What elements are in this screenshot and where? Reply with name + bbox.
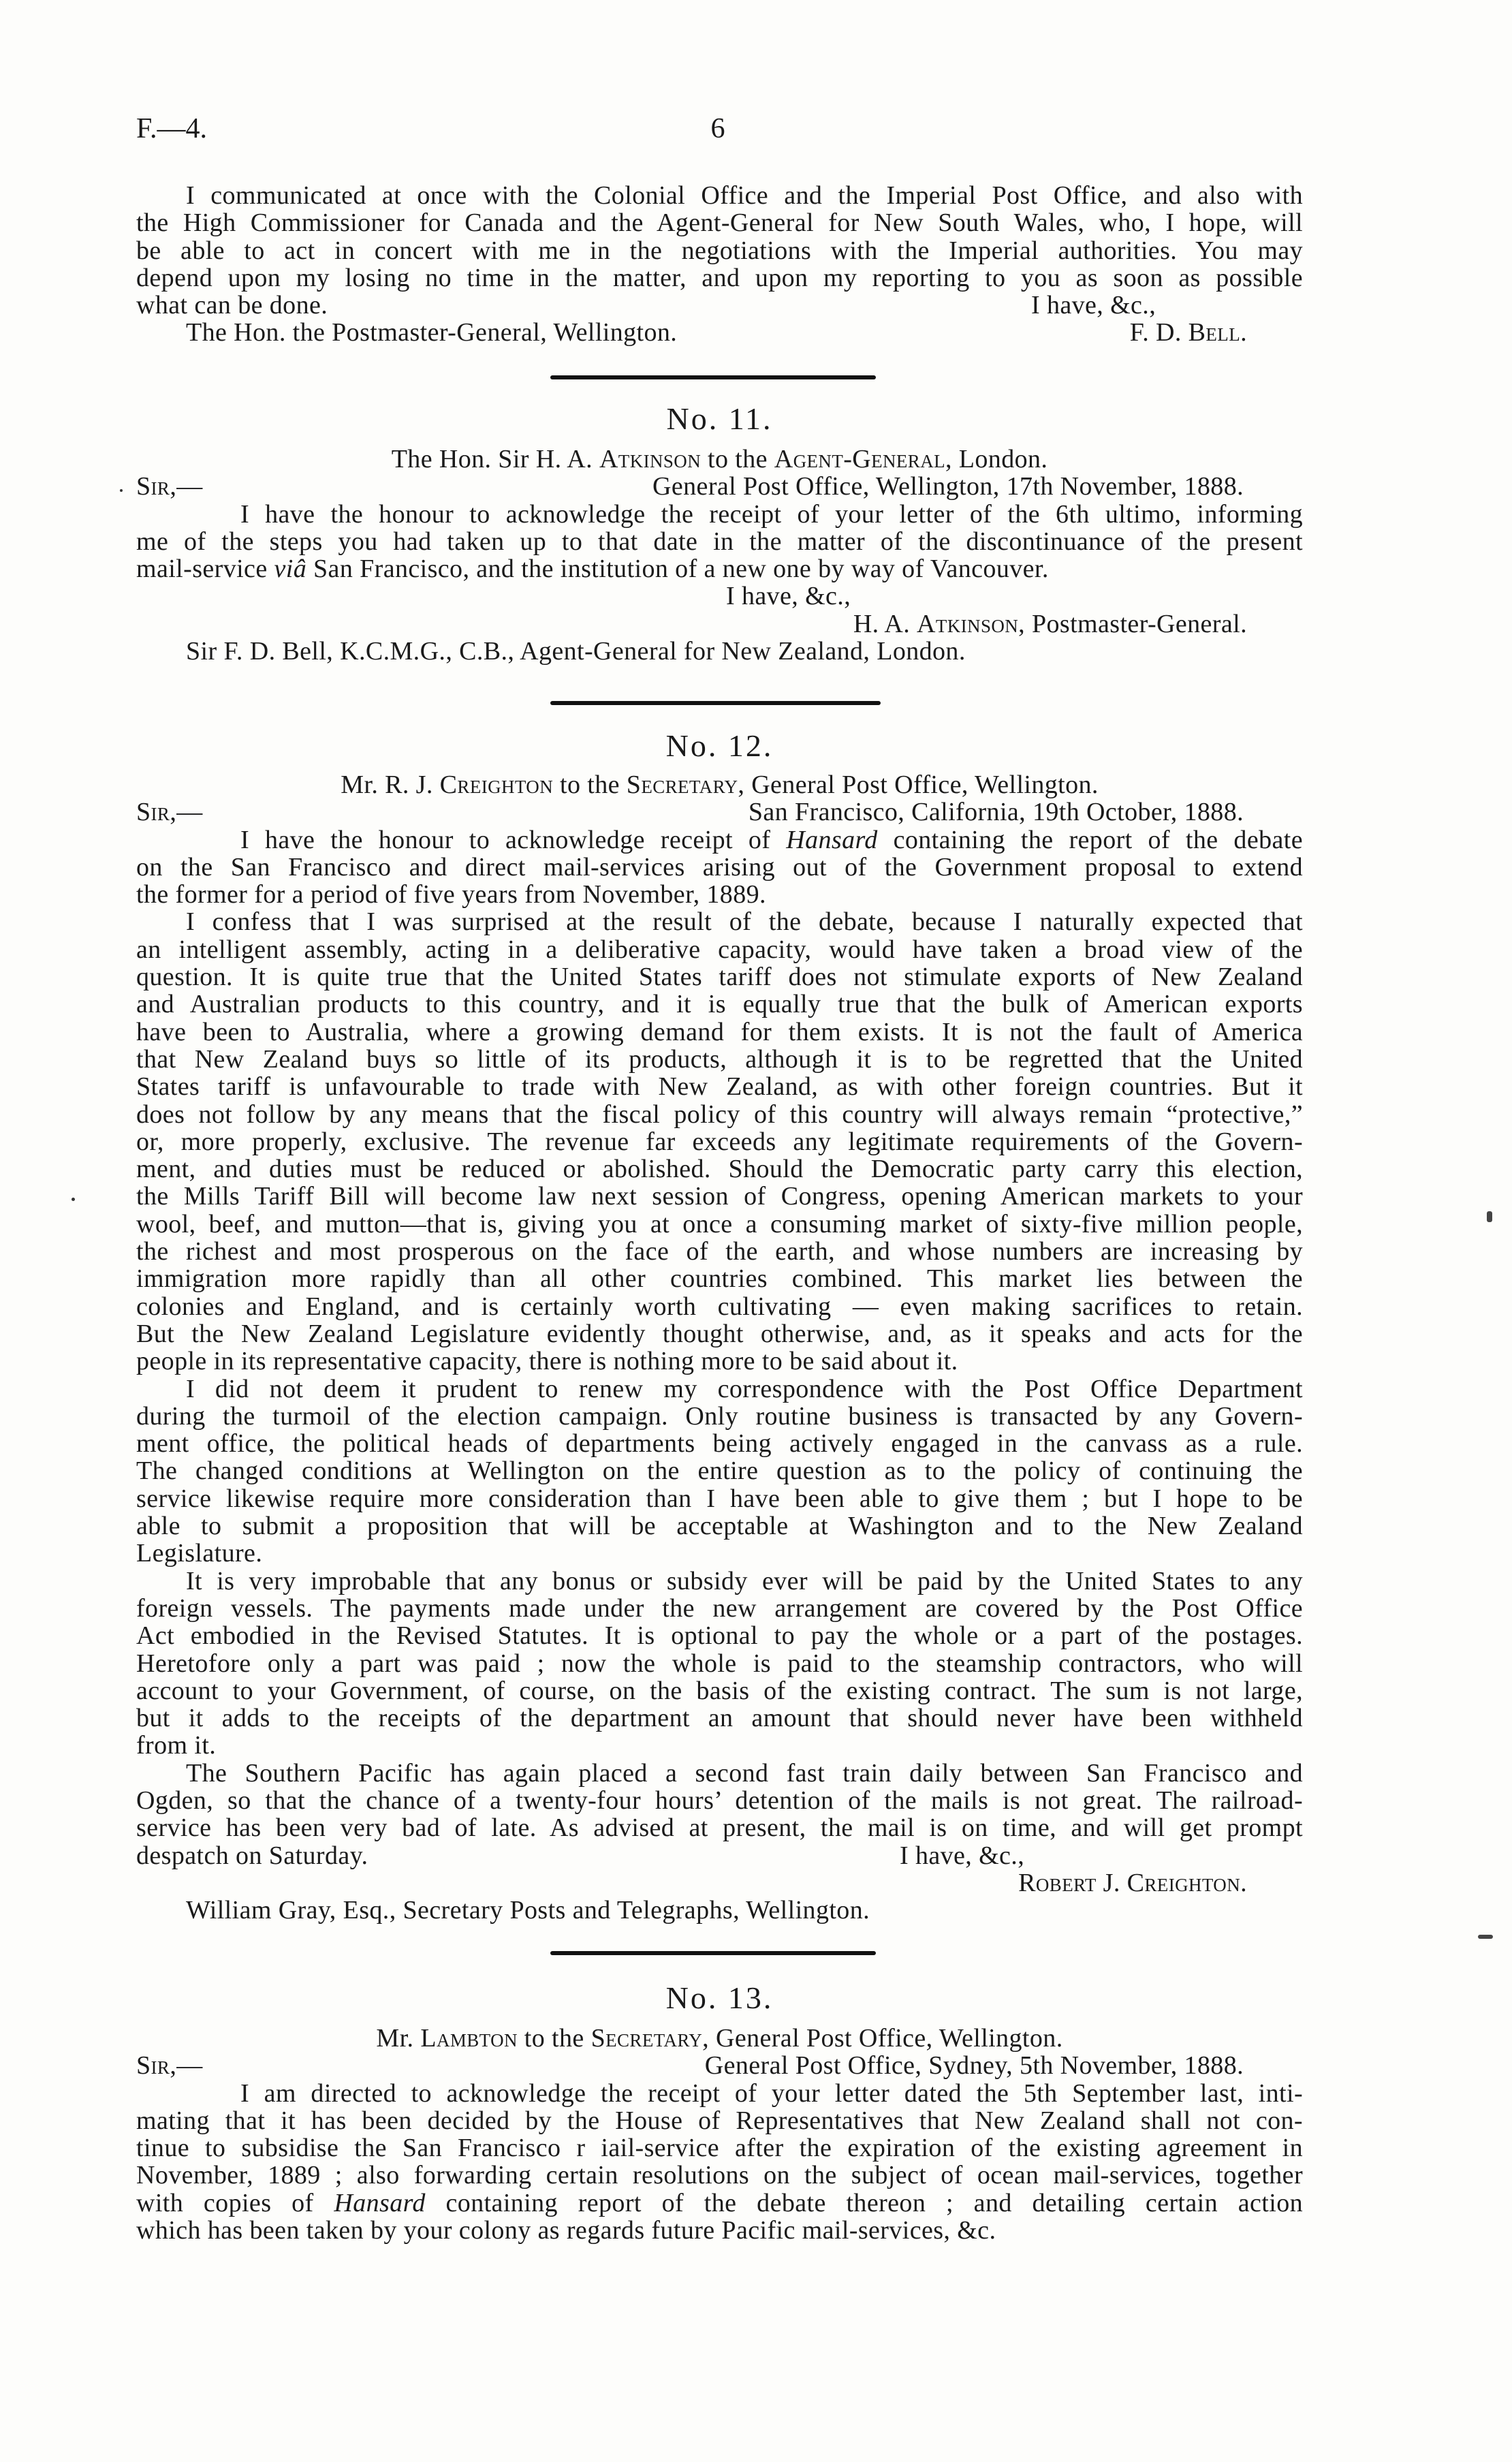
letter-heading	[136, 771, 1303, 798]
body-line: The Southern Pacific has again placed a second fast train daily between San Francisco and	[186, 1758, 1303, 1788]
body-line: I have the honour to acknowledge the receipt of your letter of the 6th ultimo, informing	[240, 499, 1303, 529]
paragraph	[136, 1568, 1303, 1760]
signature-line	[136, 610, 1303, 638]
body-line	[136, 555, 1303, 582]
body-line: service has been very bad of late. As advised at present, the mail is on time, and will get prompt	[136, 1813, 1303, 1843]
document-code: F.—4.	[136, 113, 207, 144]
body-line: depend upon my losing no time in the matter, and upon my reporting to you as soon as possible	[136, 263, 1303, 292]
letter-number: No. 11.	[666, 401, 773, 436]
body-line: during the turmoil of the election campaign. Only routine business is transacted by any Govern-	[136, 1401, 1303, 1431]
italic-text: Hansard	[334, 2188, 426, 2217]
body-line: the richest and most prosperous on the face of the earth, and whose numbers are increasing by	[136, 1237, 1303, 1266]
body-line: colonies and England, and is certainly worth cultivating — even making sacrifices to retain.	[136, 1292, 1303, 1321]
closing: I have, &c.,	[726, 582, 851, 611]
body-line: I confess that I was surprised at the result of the debate, because I naturally expected that	[186, 907, 1303, 937]
body-line: does not follow by any means that the fiscal policy of this country will always remain “protective,”	[136, 1100, 1303, 1129]
closing-line	[136, 1842, 1303, 1869]
body-line: from it.	[136, 1731, 217, 1760]
body-line: the former for a period of five years from November, 1889.	[136, 880, 766, 909]
paragraph	[136, 826, 1303, 909]
body-line: have been to Australia, where a growing demand for them exists. It is not the fault of America	[136, 1017, 1303, 1046]
body-line: November, 1889 ; also forwarding certain resolutions on the subject of ocean mail-services, together	[136, 2161, 1303, 2190]
body-line: able to submit a proposition that will be acceptable at Washington and to the New Zealand	[136, 1512, 1303, 1541]
signature-surname: Atkinson	[917, 609, 1019, 638]
letter-11	[136, 446, 1303, 665]
body-line: But the New Zealand Legislature evidently thought otherwise, and, as it speaks and acts for the	[136, 1319, 1303, 1348]
heading-recipient: Secretary	[590, 2024, 703, 2053]
body-line: Legislature.	[136, 1539, 263, 1568]
letter-13	[136, 2025, 1303, 2244]
signature	[1130, 319, 1247, 346]
salutation: Sir,—	[136, 2051, 203, 2081]
body-text: containing the report of the debate	[877, 825, 1303, 854]
body-line: ment office, the political heads of departments being actively engaged in the canvass as a rule.	[136, 1429, 1303, 1459]
body-text: I have the honour to acknowledge receipt of	[240, 825, 787, 854]
paragraph	[136, 908, 1303, 1375]
letter-heading	[136, 2025, 1303, 2052]
body-line: ment, and duties must be reduced or abolished. Should the Democratic party carry this election,	[136, 1155, 1303, 1184]
body-line: wool, beef, and mutton—that is, giving you at once a consuming market of sixty-five million people,	[136, 1209, 1303, 1238]
heading-text: , London.	[945, 445, 1048, 473]
paragraph	[136, 1760, 1303, 1869]
salutation-line	[136, 2052, 1303, 2079]
body-line: an intelligent assembly, acting in a deliberative capacity, would have taken a broad view of the	[136, 935, 1303, 964]
salutation-line	[136, 473, 1303, 500]
body-line: It is very improbable that any bonus or subsidy ever will be paid by the United States to any	[186, 1566, 1303, 1595]
signature-line	[136, 1869, 1303, 1897]
section-divider	[550, 1951, 876, 1955]
body-line: I communicated at once with the Colonial Office and the Imperial Post Office, and also with	[186, 181, 1303, 210]
heading-text: to the	[701, 445, 774, 473]
heading-sender: Creighton	[439, 770, 554, 799]
body-line: and Australian products to this country, and it is equally true that the bulk of American exports	[136, 990, 1303, 1019]
body-line: but it adds to the receipts of the department an amount that should never have been withheld	[136, 1704, 1303, 1733]
page-number: 6	[710, 113, 725, 144]
heading-text: to the	[553, 770, 627, 799]
body-line	[240, 826, 1303, 854]
section-divider	[550, 375, 876, 379]
letter-number: No. 13.	[665, 1980, 774, 2015]
body-text: with copies of	[136, 2188, 334, 2217]
italic-text: Hansard	[786, 825, 878, 854]
body-line: Ogden, so that the chance of a twenty-four hours’ detention of the mails is not great. The railroad-	[136, 1786, 1303, 1815]
letter-heading	[136, 446, 1303, 473]
signature-initials: H. A.	[853, 609, 917, 638]
body-line: or, more properly, exclusive. The revenue far exceeds any legitimate requirements of the Govern-	[136, 1127, 1303, 1156]
dateline: General Post Office, Wellington, 17th November, 1888.	[652, 472, 1244, 501]
scan-speck	[72, 1198, 75, 1201]
body-text: San Francisco, and the institution of a new one by way of Vancouver.	[306, 555, 1049, 584]
body-line: foreign vessels. The payments made under the new arrangement are covered by the Post Office	[136, 1593, 1303, 1623]
body-line: question. It is quite true that the United States tariff does not stimulate exports of New Zealand	[136, 963, 1303, 992]
heading-sender: Atkinson	[599, 445, 702, 473]
heading-text: The Hon. Sir H. A.	[391, 445, 599, 473]
letter-10-conclusion	[136, 182, 1303, 347]
signature	[853, 610, 1247, 638]
addressee: Sir F. D. Bell, K.C.M.G., C.B., Agent-General for New Zealand, London.	[186, 637, 966, 666]
scan-speck	[1487, 1211, 1492, 1222]
body-line: mating that it has been decided by the House of Representatives that New Zealand shall not con-	[136, 2106, 1303, 2135]
body-line: which has been taken by your colony as regards future Pacific mail-services, &c.	[136, 2216, 996, 2245]
body-text: containing report of the debate thereon ; and detailing certain action	[425, 2188, 1303, 2217]
body-line: me of the steps you had taken up to that date in the matter of the discontinuance of the present	[136, 527, 1303, 556]
addressee-line	[186, 319, 1303, 346]
body-line: The changed conditions at Wellington on the entire question as to the policy of continuing the	[136, 1456, 1303, 1486]
body-line: on the San Francisco and direct mail-services arising out of the Government proposal to extend	[136, 852, 1303, 882]
heading-sender: Lambton	[420, 2024, 518, 2053]
italic-text: viâ	[274, 555, 307, 584]
heading-text: Mr.	[376, 2024, 421, 2053]
closing-line	[136, 292, 1303, 319]
salutation-line	[136, 798, 1303, 826]
heading-text: to the	[517, 2024, 591, 2053]
letter-12	[136, 771, 1303, 1924]
heading-text: , General Post Office, Wellington.	[702, 2024, 1063, 2053]
body-line: the High Commissioner for Canada and the Agent-General for New South Wales, who, I hope, will	[136, 208, 1303, 238]
body-line: despatch on Saturday.	[136, 1841, 368, 1870]
heading-recipient: Secretary	[626, 770, 738, 799]
body-line: Act embodied in the Revised Statutes. It is optional to pay the whole or a part of the postages.	[136, 1621, 1303, 1651]
salutation: Sir,—	[136, 798, 203, 827]
dateline: General Post Office, Sydney, 5th November, 1888.	[704, 2051, 1244, 2081]
body-line: States tariff is unfavourable to trade with New Zealand, as with other foreign countries. But it	[136, 1072, 1303, 1102]
letter-number: No. 12.	[665, 728, 774, 763]
body-line: be able to act in concert with me in the negotiations with the Imperial authorities. You may	[136, 236, 1303, 265]
signature: Robert J. Creighton.	[1018, 1868, 1247, 1897]
body-line: tinue to subsidise the San Francisco r iail-service after the expiration of the existing agreement in	[136, 2134, 1303, 2163]
body-line: Heretofore only a part was paid ; now the whole is paid to the steamship contractors, who will	[136, 1649, 1303, 1678]
scan-speck	[120, 489, 123, 492]
body-text: mail-service	[136, 555, 274, 584]
signature-title: , Postmaster-General.	[1018, 609, 1247, 638]
body-line: immigration more rapidly than all other countries combined. This market lies between the	[136, 1264, 1303, 1294]
closing-line	[136, 582, 1303, 610]
body-line: the Mills Tariff Bill will become law next session of Congress, opening American markets to your	[136, 1182, 1303, 1211]
dateline: San Francisco, California, 19th October, 1888.	[748, 798, 1244, 827]
signature-initials: F. D.	[1129, 318, 1188, 347]
body-line: what can be done.	[136, 291, 328, 320]
heading-text: , General Post Office, Wellington.	[738, 770, 1099, 799]
signature-surname: Bell.	[1188, 318, 1247, 347]
body-line: I did not deem it prudent to renew my correspondence with the Post Office Department	[186, 1374, 1303, 1403]
body-line: I am directed to acknowledge the receipt of your letter dated the 5th September last, inti-	[240, 2078, 1303, 2108]
heading-recipient: Agent-General	[774, 445, 945, 473]
body-line: account to your Government, of course, on the basis of the existing contract. The sum is not large,	[136, 1676, 1303, 1705]
scan-speck	[1478, 1935, 1493, 1939]
heading-text: Mr. R. J.	[341, 770, 440, 799]
salutation: Sir,—	[136, 472, 203, 501]
section-divider	[550, 701, 881, 705]
body-line: service likewise require more consideration than I have been able to give them ; but I hope to be	[136, 1484, 1303, 1513]
body-line: that New Zealand buys so little of its products, although it is to be regretted that the United	[136, 1044, 1303, 1074]
closing: I have, &c.,	[900, 1841, 1025, 1870]
closing: I have, &c.,	[1031, 291, 1156, 320]
body-line: people in its representative capacity, there is nothing more to be said about it.	[136, 1347, 958, 1376]
paragraph	[136, 1375, 1303, 1568]
addressee: William Gray, Esq., Secretary Posts and Telegraphs, Wellington.	[186, 1896, 870, 1925]
body-line	[136, 2190, 1303, 2217]
addressee: The Hon. the Postmaster-General, Wellington.	[186, 318, 678, 347]
